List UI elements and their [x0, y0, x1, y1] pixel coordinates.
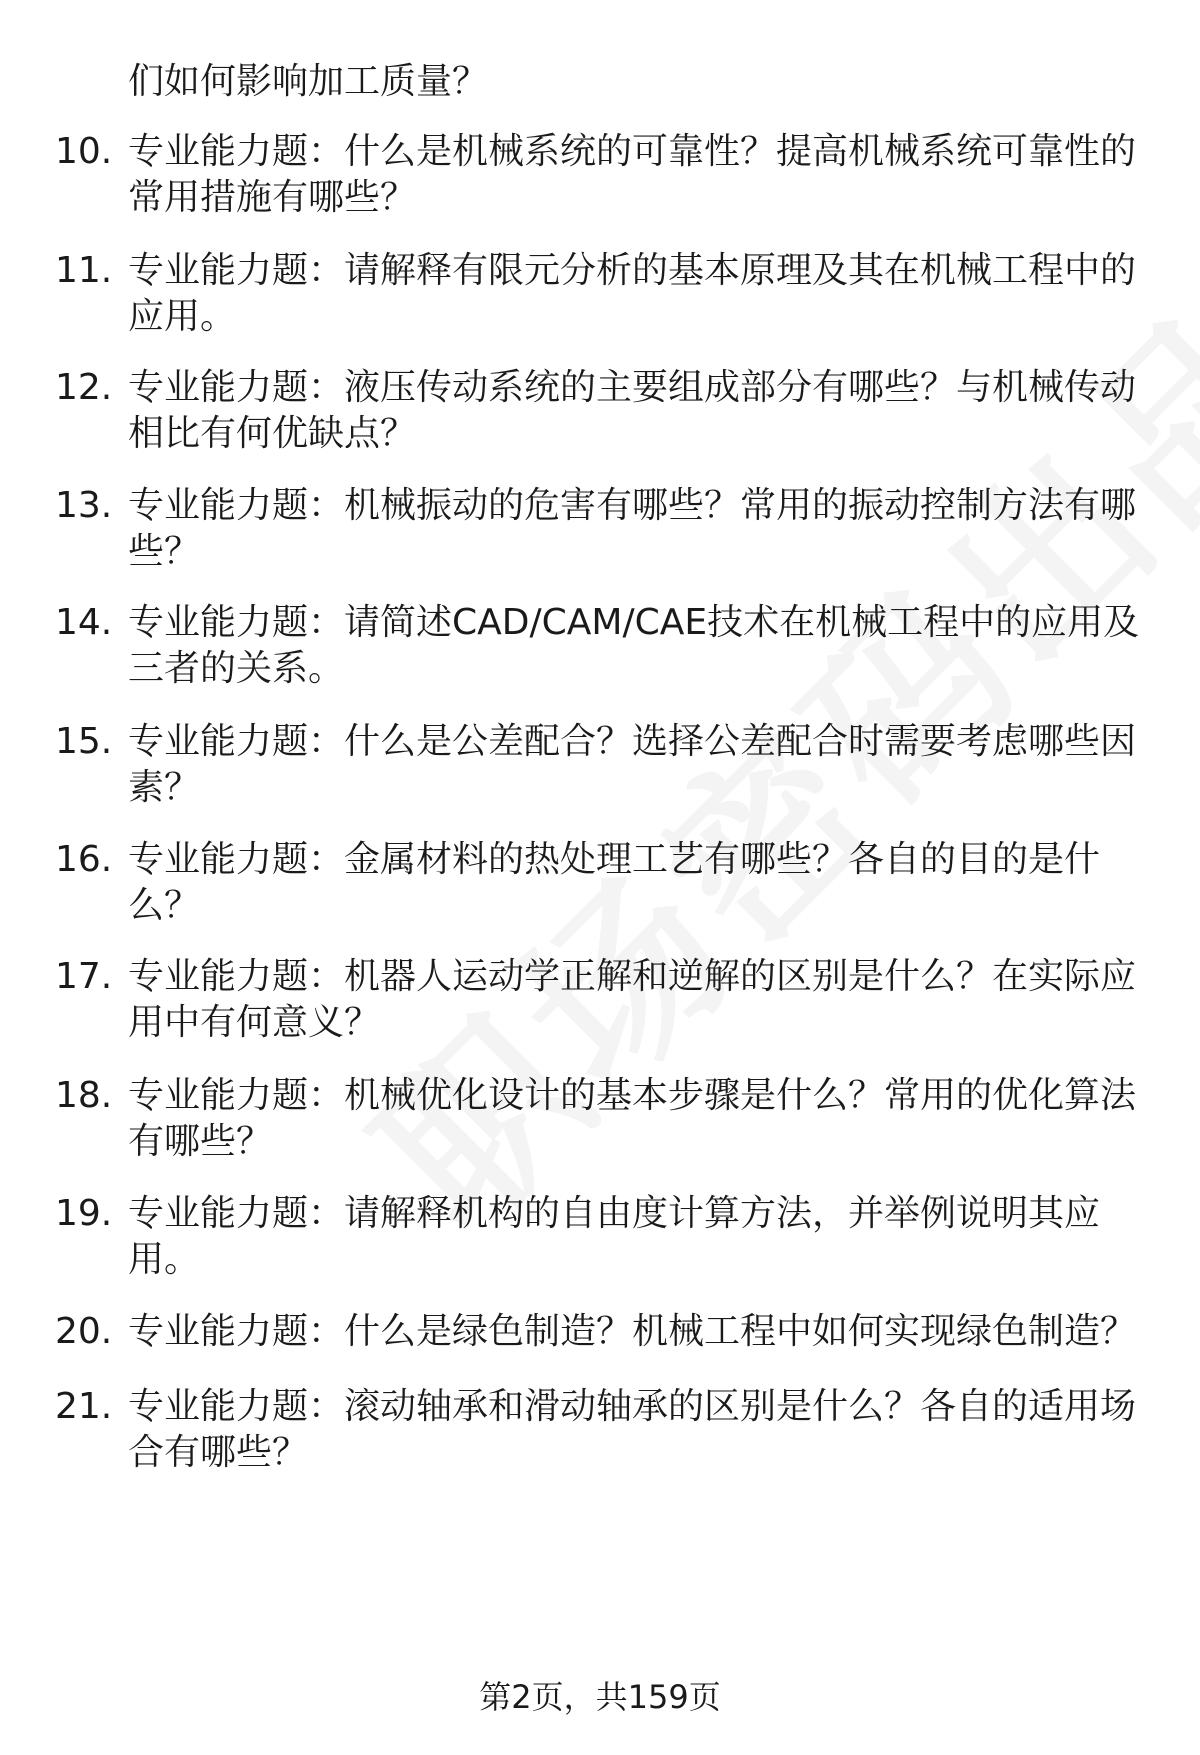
item-number: 11. — [55, 250, 113, 291]
item-number: 21. — [55, 1386, 113, 1427]
item-text-line1: 专业能力题：机器人运动学正解和逆解的区别是什么？在实际应 — [128, 956, 1137, 997]
item-text-line1: 专业能力题：什么是公差配合？选择公差配合时需要考虑哪些因 — [128, 721, 1137, 762]
item-text-line1: 专业能力题：请解释机构的自由度计算方法，并举例说明其应 — [128, 1193, 1101, 1234]
item-text-line1: 专业能力题：液压传动系统的主要组成部分有哪些？与机械传动 — [128, 367, 1137, 408]
item-number: 17. — [55, 956, 113, 997]
item-text-line2: 应用。 — [128, 296, 237, 337]
item-text-line2: 常用措施有哪些？ — [128, 177, 417, 218]
item-text-line2: 合有哪些？ — [128, 1432, 309, 1473]
item-text-line2: 三者的关系。 — [128, 648, 345, 689]
item-text-line1: 专业能力题：机械优化设计的基本步骤是什么？常用的优化算法 — [128, 1075, 1137, 1116]
continuation-line: 们如何影响加工质量？ — [128, 61, 489, 102]
item-text-line2: 有哪些？ — [128, 1121, 273, 1162]
item-text-line1: 专业能力题：请简述CAD/CAM/CAE技术在机械工程中的应用及 — [128, 602, 1140, 643]
item-text-line2: 相比有何优缺点？ — [128, 413, 417, 454]
item-number: 16. — [55, 839, 113, 880]
item-text-line1: 专业能力题：滚动轴承和滑动轴承的区别是什么？各自的适用场 — [128, 1386, 1137, 1427]
item-number: 13. — [55, 485, 113, 526]
item-text-line1: 专业能力题：什么是机械系统的可靠性？提高机械系统可靠性的 — [128, 131, 1137, 172]
item-number: 20. — [55, 1311, 113, 1352]
item-number: 18. — [55, 1075, 113, 1116]
item-text-line1: 专业能力题：金属材料的热处理工艺有哪些？各自的目的是什 — [128, 839, 1101, 880]
item-text-line2: 素？ — [128, 767, 201, 808]
item-number: 14. — [55, 602, 113, 643]
item-text-line2: 么？ — [128, 885, 201, 926]
item-number: 10. — [55, 131, 113, 172]
page-footer: 第2页，共159页 — [479, 1678, 721, 1716]
item-text-line2: 用。 — [128, 1239, 201, 1280]
item-text-line1: 专业能力题：请解释有限元分析的基本原理及其在机械工程中的 — [128, 250, 1137, 291]
item-text-line2: 用中有何意义？ — [128, 1002, 381, 1043]
item-text-line2: 些？ — [128, 531, 201, 572]
item-text-line1: 专业能力题：什么是绿色制造？机械工程中如何实现绿色制造？ — [128, 1311, 1137, 1352]
item-number: 19. — [55, 1193, 113, 1234]
item-text-line1: 专业能力题：机械振动的危害有哪些？常用的振动控制方法有哪 — [128, 485, 1137, 526]
item-number: 12. — [55, 367, 113, 408]
item-number: 15. — [55, 721, 113, 762]
